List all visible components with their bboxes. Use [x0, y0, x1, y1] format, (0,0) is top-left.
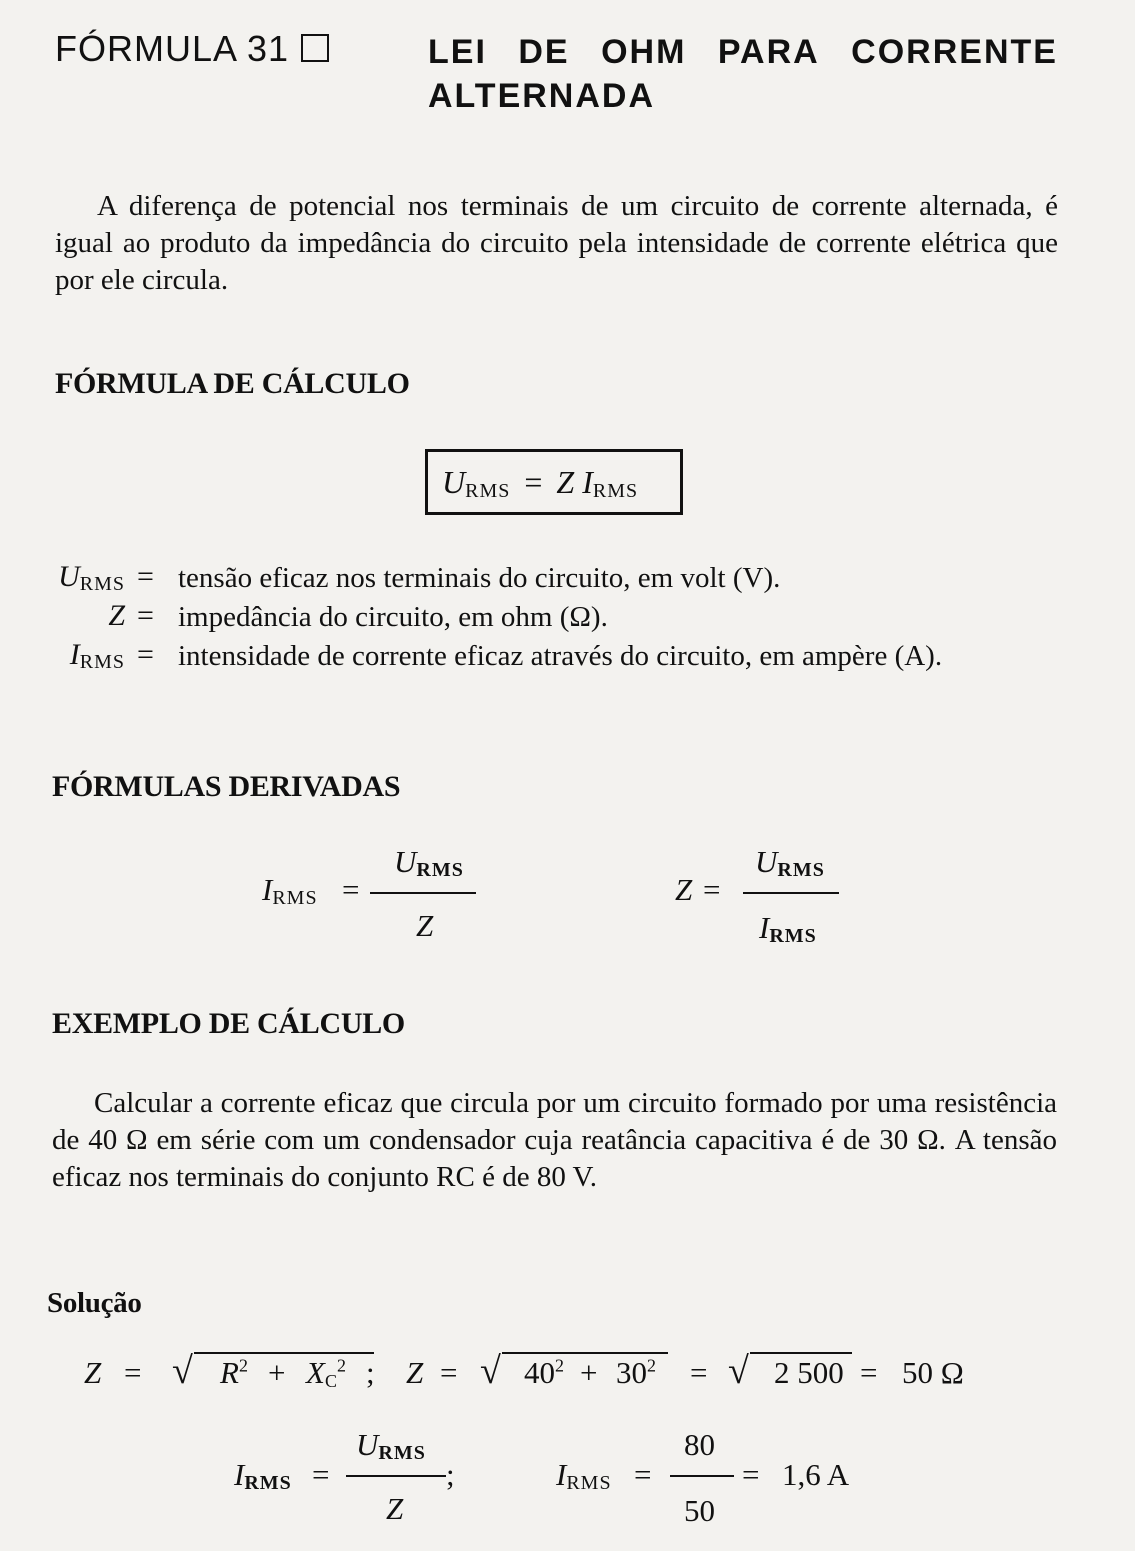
derived-formula-current [262, 840, 492, 950]
current-subscript: RMS [272, 887, 318, 909]
current-subscript: RMS [592, 480, 639, 502]
square-icon [301, 34, 329, 62]
impedance-symbol: Z [406, 1355, 424, 1390]
voltage-symbol: U [755, 844, 778, 879]
semicolon: ; [446, 1457, 455, 1492]
example-paragraph: Calcular a corrente eficaz que circula por um circuito formado por uma resistência de 40 Ω em série com um condensador cuja reatância capacitiva é de 30 Ω. A tensão eficaz nos terminais do conjunto RC é de 80 V. [52, 1087, 1057, 1193]
voltage-symbol: U [394, 844, 417, 879]
current-subscript: RMS [769, 925, 817, 947]
fraction-bar [670, 1475, 734, 1477]
formula-heading: FÓRMULA DE CÁLCULO [55, 367, 410, 400]
exponent: 2 [555, 1355, 564, 1376]
def-subscript: RMS [79, 651, 125, 673]
def-symbol: I [69, 638, 80, 671]
number: 2 500 [774, 1355, 844, 1390]
title-line-2: ALTERNADA [428, 77, 656, 115]
derived-formula-impedance [675, 840, 875, 950]
def-symbol: Z [108, 599, 125, 632]
equals-sign: = [124, 1355, 142, 1390]
formula-number [55, 28, 329, 70]
formula-number-label: FÓRMULA 31 [55, 28, 290, 69]
reactance-subscript: C [324, 1371, 337, 1391]
plus-sign: + [580, 1355, 598, 1390]
exponent: 2 [238, 1355, 248, 1376]
title-word: PARA [717, 33, 820, 71]
def-equals: = [137, 599, 154, 632]
current-subscript: RMS [244, 1472, 292, 1494]
def-subscript: RMS [79, 573, 125, 595]
def-equals: = [137, 560, 154, 593]
equals-sign: = [634, 1457, 652, 1492]
title-word: LEI [428, 33, 487, 71]
impedance-result: 50 Ω [902, 1355, 964, 1390]
sqrt-icon: √ [172, 1350, 193, 1392]
sqrt-bar [750, 1352, 852, 1354]
exponent: 2 [336, 1355, 346, 1376]
voltage-subscript: RMS [777, 859, 825, 881]
fraction-bar [743, 892, 839, 894]
title-word: CORRENTE [851, 33, 1058, 71]
impedance-symbol: Z [416, 908, 434, 943]
sqrt-icon: √ [728, 1350, 749, 1392]
impedance-symbol: Z [84, 1355, 102, 1390]
equals-sign: = [524, 464, 543, 500]
number: 50 [684, 1493, 715, 1528]
title-word: OHM [601, 33, 687, 71]
number: 30 [616, 1355, 647, 1390]
voltage-symbol: U [356, 1427, 379, 1462]
def-text: tensão eficaz nos terminais do circuito, em volt (V). [178, 562, 781, 594]
reactance-symbol: X [306, 1355, 325, 1390]
def-symbol: U [58, 560, 80, 593]
page-title [428, 30, 1058, 118]
main-formula [442, 464, 638, 503]
def-equals: = [137, 638, 154, 671]
voltage-subscript: RMS [416, 859, 464, 881]
sqrt-bar [502, 1352, 668, 1354]
sqrt-icon: √ [480, 1350, 501, 1392]
def-text: impedância do circuito, em ohm (Ω). [178, 601, 608, 633]
voltage-symbol: U [442, 464, 466, 500]
current-symbol: I [262, 872, 273, 907]
solution-line-current [234, 1425, 874, 1535]
equals-sign: = [742, 1457, 760, 1492]
semicolon: ; [366, 1355, 375, 1390]
plus-sign: + [268, 1355, 286, 1390]
def-text: intensidade de corrente eficaz através do circuito, em ampère (A). [178, 640, 943, 672]
equals-sign: = [690, 1355, 708, 1390]
main-formula-box [425, 449, 683, 515]
intro-paragraph: A diferença de potencial nos terminais de um circuito de corrente alternada, é igual ao produto da impedância do circuito pela intensidade de corrente elétrica que por ele circula. [55, 190, 1058, 296]
title-word: DE [518, 33, 570, 71]
fraction-bar [346, 1475, 446, 1477]
equals-sign: = [342, 872, 360, 907]
fraction-bar [370, 892, 476, 894]
equals-sign: = [312, 1457, 330, 1492]
derived-heading: FÓRMULAS DERIVADAS [52, 770, 401, 803]
equals-sign: = [440, 1355, 458, 1390]
exponent: 2 [647, 1355, 656, 1376]
current-subscript: RMS [566, 1472, 612, 1494]
equals-sign: = [703, 872, 721, 907]
impedance-symbol: Z [675, 872, 693, 907]
sqrt-bar [194, 1352, 374, 1354]
equals-sign: = [860, 1355, 878, 1390]
solution-heading: Solução [47, 1287, 142, 1319]
current-symbol: I [759, 910, 770, 945]
impedance-symbol: Z [386, 1491, 404, 1526]
impedance-symbol: Z [556, 464, 575, 500]
title-line-1 [428, 30, 1058, 74]
current-symbol: I [582, 464, 593, 500]
resistance-symbol: R [220, 1355, 239, 1390]
current-result: 1,6 A [782, 1457, 850, 1492]
number: 80 [684, 1427, 715, 1462]
example-heading: EXEMPLO DE CÁLCULO [52, 1007, 405, 1040]
current-symbol: I [556, 1457, 567, 1492]
number: 40 [524, 1355, 555, 1390]
solution-line-impedance [84, 1345, 1004, 1395]
current-symbol: I [234, 1457, 245, 1492]
voltage-subscript: RMS [465, 480, 511, 502]
voltage-subscript: RMS [378, 1442, 426, 1464]
